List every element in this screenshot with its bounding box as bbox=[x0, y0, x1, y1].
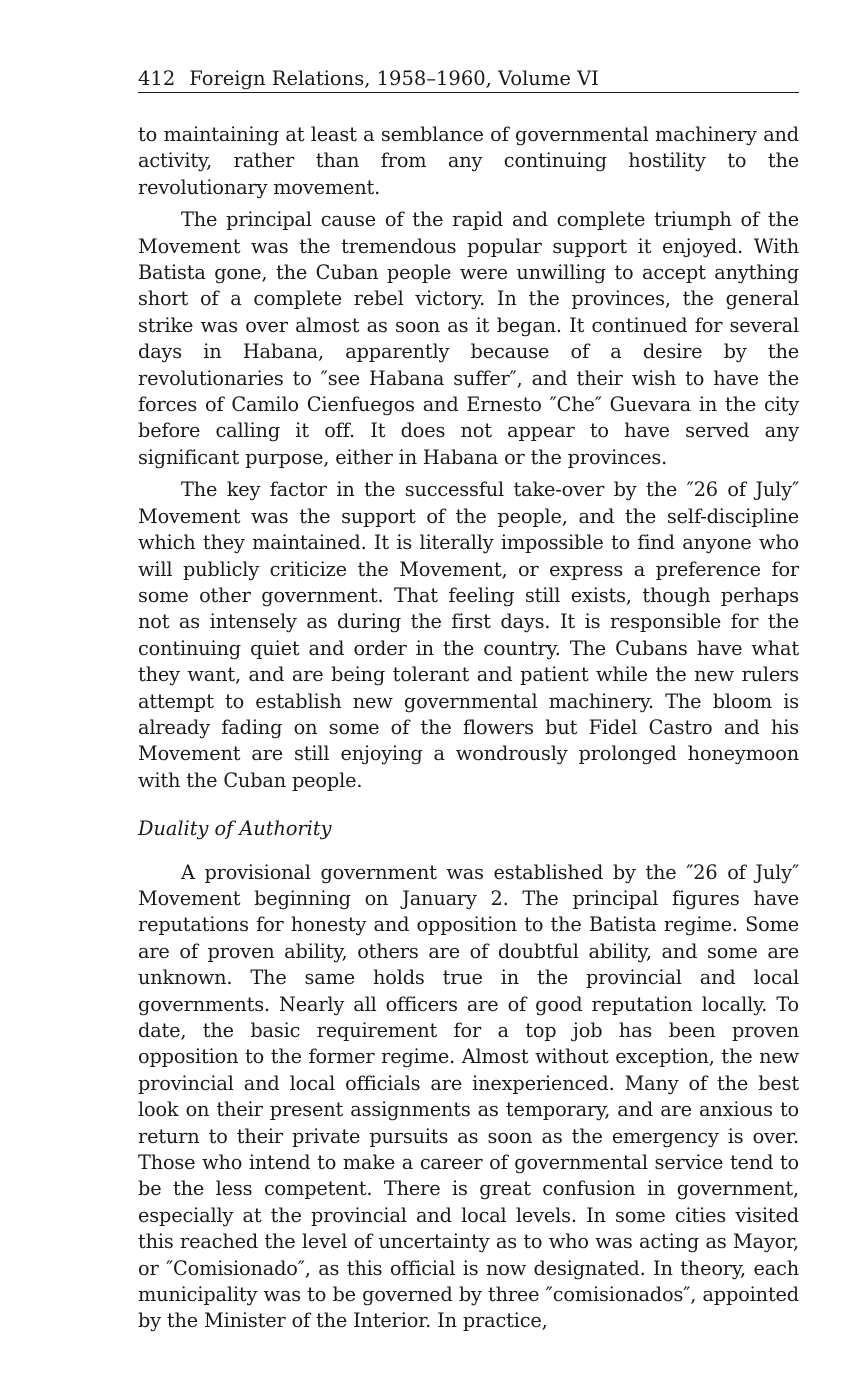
paragraph: A provisional government was established by the ″26 of July″ Movement beginning on January 2. The principal figures have reputations for honesty and opposition to the Batista regime. Some are of proven ability, others are of doubtful ability, and some are unknown. The same holds true in the provincial and local governments. Nearly all officers are of good reputation locally. To date, the basic requirement for a top job has been proven opposition to the former regime. Almost without exception, the new provincial and local officials are inexperienced. Many of the best look on their present assignments as temporary, and are anxious to return to their private pursuits as soon as the emergency is over. Those who intend to make a career of governmental service tend to be the less competent. There is great confusion in government, especially at the provincial and local levels. In some cities visited this reached the level of uncertainty as to who was acting as Mayor, or ″Comisionado″, as this official is now designated. In theory, each municipality was to be governed by three ″comisionados″, appointed by the Minister of the Interior. In practice, bbox=[138, 860, 799, 1333]
volume-title: Foreign Relations, 1958–1960, Volume VI bbox=[189, 67, 599, 90]
paragraph: The principal cause of the rapid and complete triumph of the Movement was the tremendous popular support it enjoyed. With Batista gone, the Cuban people were unwilling to accept anything short of a complete rebel victory. In the provinces, the general strike was over almost as soon as it began. It continued for several days in Habana, apparently because of a desire by the revolutionaries to ″see Habana suffer″, and their wish to have the forces of Camilo Cienfuegos and Ernesto ″Che″ Guevara in the city before calling it off. It does not appear to have served any significant purpose, either in Habana or the provinces. bbox=[138, 208, 799, 469]
paragraph: The key factor in the successful take-over by the ″26 of July″ Movement was the support of the people, and the self-discipline which they maintained. It is literally impossible to find anyone who will publicly criticize the Movement, or express a preference for some other government. That feeling still exists, though perhaps not as intensely as during the first days. It is responsible for the continuing quiet and order in the country. The Cubans have what they want, and are being tolerant and patient while the new rulers attempt to establish new governmental machinery. The bloom is already fading on some of the flowers but Fidel Castro and his Movement are still enjoying a wondrously prolonged honeymoon with the Cuban people. bbox=[138, 478, 799, 792]
document-page bbox=[138, 66, 799, 1341]
section-heading: Duality of Authority bbox=[138, 817, 332, 841]
body-text bbox=[138, 122, 799, 1335]
paragraph-continued: to maintaining at least a semblance of governmental machinery and activity, rather than from any continuing hostility to the revolutionary movement. bbox=[138, 123, 799, 199]
page-number: 412 bbox=[138, 67, 176, 90]
running-head bbox=[138, 66, 799, 93]
